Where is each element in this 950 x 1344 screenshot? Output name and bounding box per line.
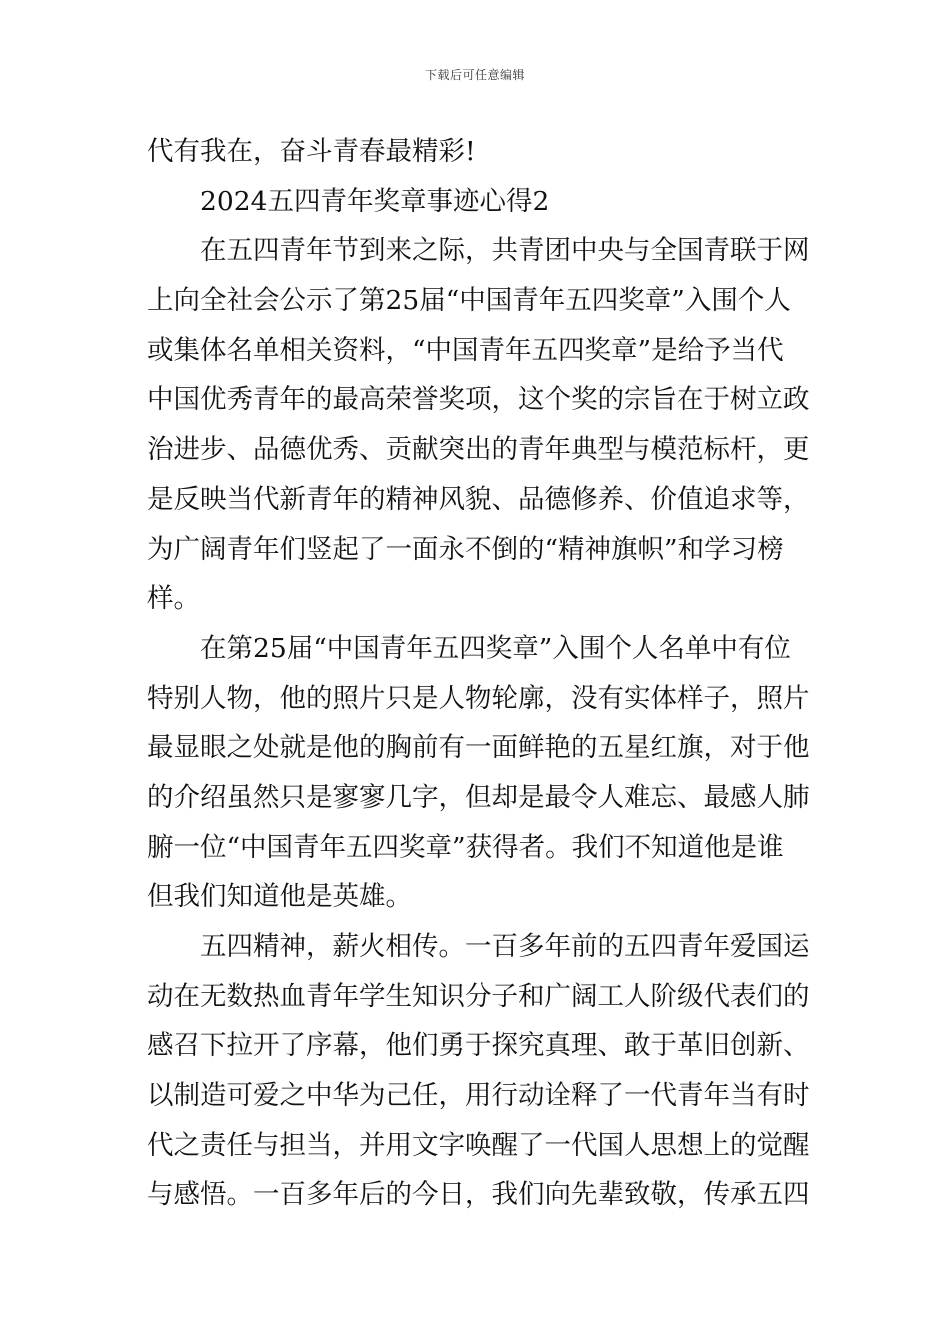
- text-line: 或集体名单相关资料，“中国青年五四奖章”是给予当代: [147, 334, 784, 366]
- text-line: 特别人物，他的照片只是人物轮廓，没有实体样子，照片: [147, 682, 810, 714]
- text-line: 但我们知道他是英雄。: [147, 881, 412, 913]
- text-line: 是反映当代新青年的精神风貌、品德修养、价值追求等，: [147, 483, 810, 515]
- text-line: 代有我在，奋斗青春最精彩!: [147, 136, 476, 167]
- text-line: 中国优秀青年的最高荣誉奖项，这个奖的宗旨在于树立政: [147, 384, 810, 416]
- text-line: 样。: [147, 583, 200, 615]
- text-line: 代之责任与担当，并用文字唤醒了一代国人思想上的觉醒: [147, 1129, 810, 1161]
- text-line: 动在无数热血青年学生知识分子和广阔工人阶级代表们的: [147, 980, 810, 1012]
- text-line: 最显眼之处就是他的胸前有一面鲜艳的五星红旗，对于他: [147, 732, 810, 764]
- text-line: 腑一位“中国青年五四奖章”获得者。我们不知道他是谁: [147, 831, 784, 863]
- document-body: [147, 127, 813, 1220]
- text-line: 治进步、品德优秀、贡献突出的青年典型与模范标杆，更: [147, 434, 810, 466]
- paragraph-start-line: 在第25届“中国青年五四奖章”入围个人名单中有位: [200, 632, 791, 664]
- text-line: 感召下拉开了序幕，他们勇于探究真理、敢于革旧创新、: [147, 1030, 810, 1062]
- text-line: 的介绍虽然只是寥寥几字，但却是最令人难忘、最感人肺: [147, 781, 810, 813]
- text-line: 以制造可爱之中华为己任，用行动诠释了一代青年当有时: [147, 1080, 810, 1112]
- header-note: 下载后可任意编辑: [424, 68, 525, 82]
- section-title: 2024五四青年奖章事迹心得2: [200, 185, 550, 217]
- text-line: 为广阔青年们竖起了一面永不倒的“精神旗帜”和学习榜: [147, 533, 784, 565]
- paragraph-start-line: 五四精神，薪火相传。一百多年前的五四青年爱国运: [200, 931, 810, 962]
- paragraph-start-line: 在五四青年节到来之际，共青团中央与全国青联于网: [200, 235, 810, 267]
- text-line: 与感悟。一百多年后的今日，我们向先辈致敬，传承五四: [147, 1179, 810, 1211]
- text-line: 上向全社会公示了第25届“中国青年五四奖章”入围个人: [147, 285, 791, 317]
